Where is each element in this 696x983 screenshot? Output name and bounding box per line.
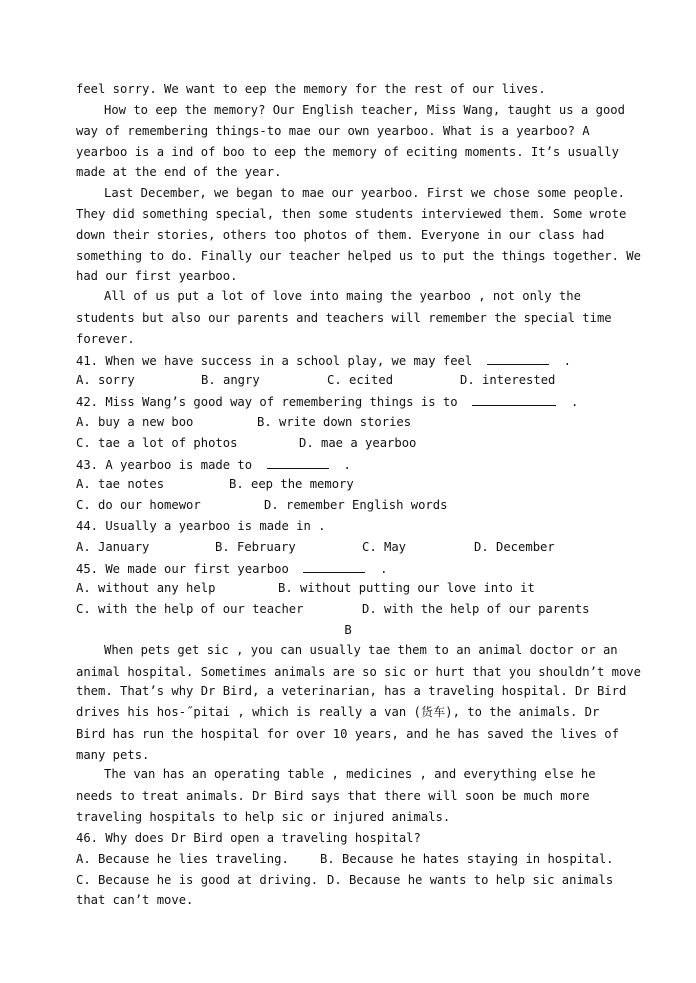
question-42-option-d: D. mae a yearboo	[299, 436, 417, 450]
question-43-option-b: B. eep the memory	[229, 477, 354, 491]
passage-a-line-10: had our first yearboo.	[76, 269, 238, 283]
question-44-stem: 44. Usually a yearboo is made in .	[76, 519, 326, 533]
passage-a-line-8: down their stories, others too photos of them. Everyone in our class had	[76, 228, 605, 242]
question-41	[76, 352, 571, 369]
passage-b-line-8: needs to treat animals. Dr Bird says that there will soon be much more	[76, 789, 590, 803]
question-46-option-b: B. Because he hates staying in hospital.	[320, 852, 614, 866]
question-42-stem: 42. Miss Wang’s good way of remembering things is to	[76, 395, 458, 409]
question-46-option-d-continuation: that can’t move.	[76, 893, 194, 907]
passage-a-line-6: Last December, we began to mae our yearboo. First we chose some people.	[104, 186, 625, 200]
question-43-option-d: D. remember English words	[264, 498, 448, 512]
question-41-option-a: A. sorry	[76, 373, 135, 387]
question-44-option-a: A. January	[76, 540, 150, 554]
answer-blank	[487, 352, 549, 365]
question-42-option-a: A. buy a new boo	[76, 415, 194, 429]
passage-b-line-3: them. That’s why Dr Bird, a veterinarian, has a traveling hospital. Dr Bird	[76, 684, 627, 698]
question-46-stem: 46. Why does Dr Bird open a traveling hospital?	[76, 831, 421, 845]
passage-b-line-6: many pets.	[76, 748, 150, 762]
question-45-stem: 45. We made our first yearboo	[76, 562, 289, 576]
section-b-heading: B	[344, 623, 352, 637]
question-41-option-c: C. ecited	[327, 373, 394, 387]
passage-a-line-4: yearboo is a ind of boo to eep the memory of eciting moments. It’s usually	[76, 145, 619, 159]
question-42	[76, 393, 578, 410]
passage-b-line-1: When pets get sic , you can usually tae them to an animal doctor or an	[104, 643, 618, 657]
question-41-end: .	[563, 354, 571, 368]
answer-blank	[472, 393, 556, 406]
question-43-option-a: A. tae notes	[76, 477, 165, 491]
passage-b-line-9: traveling hospitals to help sic or injured animals.	[76, 810, 451, 824]
passage-a-line-1: feel sorry. We want to eep the memory for the rest of our lives.	[76, 82, 546, 96]
question-42-end: .	[570, 395, 579, 409]
passage-b-line-2: animal hospital. Sometimes animals are so sic or hurt that you shouldn’t move	[76, 665, 641, 679]
question-45-option-a: A. without any help	[76, 581, 216, 595]
question-41-stem: 41. When we have success in a school play, we may feel	[76, 354, 473, 368]
question-41-option-d: D. interested	[460, 373, 556, 387]
question-43-option-c: C. do our homewor	[76, 498, 201, 512]
answer-blank	[267, 456, 329, 469]
passage-b-line-5: Bird has run the hospital for over 10 years, and he has saved the lives of	[76, 727, 619, 741]
question-43-end: .	[343, 458, 351, 472]
passage-b-line-7: The van has an operating table , medicines , and everything else he	[104, 767, 596, 781]
passage-a-line-12: students but also our parents and teachers will remember the special time	[76, 311, 612, 325]
passage-a-line-2: How to eep the memory? Our English teacher, Miss Wang, taught us a good	[104, 103, 625, 117]
question-43-stem: 43. A yearboo is made to	[76, 458, 253, 472]
question-43	[76, 456, 351, 473]
passage-a-line-13: forever.	[76, 332, 135, 346]
passage-a-line-3: way of remembering things-to mae our own yearboo. What is a yearboo? A	[76, 124, 590, 138]
question-42-option-c: C. tae a lot of photos	[76, 436, 238, 450]
question-44-option-b: B. February	[215, 540, 296, 554]
question-45	[76, 560, 388, 577]
question-44-option-d: D. December	[474, 540, 555, 554]
question-45-end: .	[380, 562, 388, 576]
passage-b-line-4: drives his hos-˝pitai , which is really a van (货车), to the animals. Dr	[76, 705, 600, 719]
passage-a-line-9: something to do. Finally our teacher helped us to put the things together. We	[76, 249, 641, 263]
passage-a-line-5: made at the end of the year.	[76, 165, 282, 179]
question-41-option-b: B. angry	[201, 373, 260, 387]
answer-blank	[303, 560, 365, 573]
passage-a-line-7: They did something special, then some students interviewed them. Some wrote	[76, 207, 627, 221]
question-45-option-c: C. with the help of our teacher	[76, 602, 304, 616]
question-46-option-a: A. Because he lies traveling.	[76, 852, 289, 866]
question-45-option-b: B. without putting our love into it	[278, 581, 535, 595]
passage-a-line-11: All of us put a lot of love into maing the yearboo , not only the	[104, 289, 581, 303]
question-46-option-d: D. Because he wants to help sic animals	[327, 873, 614, 887]
question-42-option-b: B. write down stories	[257, 415, 412, 429]
question-46-option-c: C. Because he is good at driving.	[76, 873, 319, 887]
question-45-option-d: D. with the help of our parents	[362, 602, 590, 616]
question-44-option-c: C. May	[362, 540, 407, 554]
